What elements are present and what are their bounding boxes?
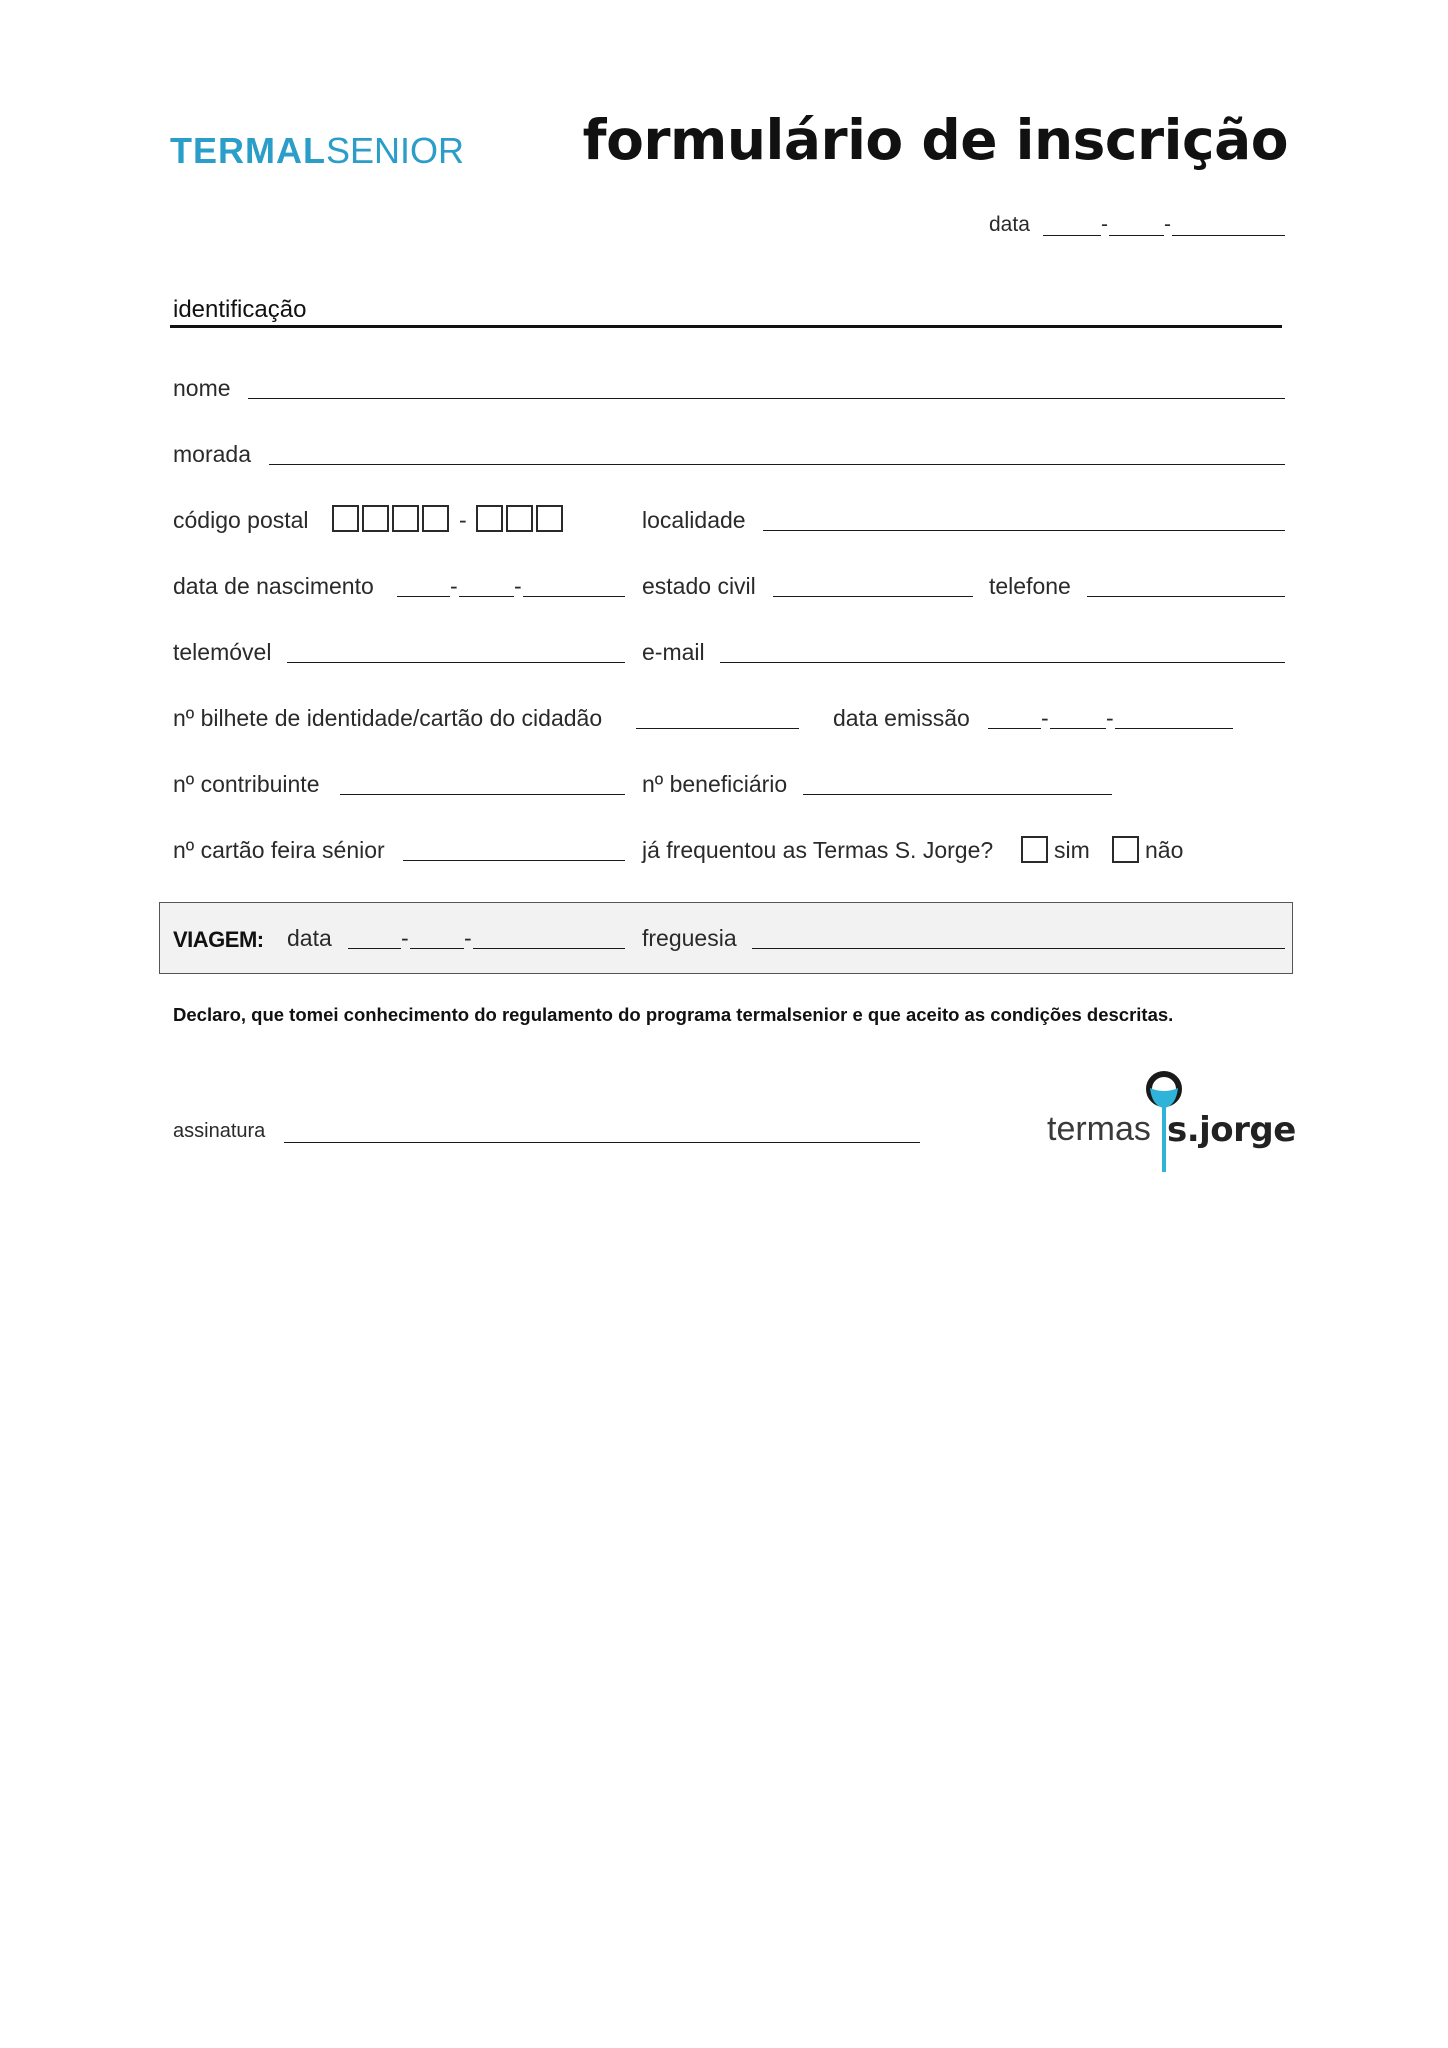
mobile-label: telemóvel (173, 639, 272, 665)
trip-date-dash-1: - (401, 925, 409, 951)
phone-label: telefone (989, 573, 1071, 599)
postal-code-suffix-3[interactable] (536, 505, 563, 532)
mobile-field[interactable] (287, 662, 625, 663)
beneficiary-field[interactable] (803, 794, 1112, 795)
trip-date-month-field[interactable] (410, 948, 464, 949)
birth-date-dash-2: - (514, 573, 522, 599)
attended-question: já frequentou as Termas S. Jorge? (642, 837, 994, 863)
civil-status-field[interactable] (773, 596, 973, 597)
issue-date-year-field[interactable] (1115, 728, 1233, 729)
birth-date-label: data de nascimento (173, 573, 374, 599)
email-field[interactable] (720, 662, 1285, 663)
form-date-label: data (989, 213, 1030, 236)
birth-date-dash-1: - (450, 573, 458, 599)
postal-code-digit-3[interactable] (392, 505, 419, 532)
form-date-year-field[interactable] (1172, 235, 1285, 236)
taxpayer-label: nº contribuinte (173, 771, 320, 797)
form-date-dash-1: - (1101, 213, 1108, 236)
birth-date-year-field[interactable] (523, 596, 625, 597)
birth-date-day-field[interactable] (397, 596, 450, 597)
postal-code-digit-1[interactable] (332, 505, 359, 532)
id-card-field[interactable] (636, 728, 799, 729)
locality-field[interactable] (763, 530, 1285, 531)
trip-parish-field[interactable] (752, 948, 1285, 949)
phone-field[interactable] (1087, 596, 1285, 597)
postal-code-digit-2[interactable] (362, 505, 389, 532)
attended-no-checkbox[interactable] (1112, 836, 1139, 863)
postal-code-suffix-1[interactable] (476, 505, 503, 532)
issue-date-day-field[interactable] (988, 728, 1041, 729)
termalsenior-logo (170, 130, 464, 172)
trip-date-year-field[interactable] (473, 948, 625, 949)
postal-code-suffix-2[interactable] (506, 505, 533, 532)
locality-label: localidade (642, 507, 746, 533)
attended-yes-checkbox[interactable] (1021, 836, 1048, 863)
issue-date-dash-1: - (1041, 705, 1049, 731)
form-title: formulário de inscrição (582, 108, 1288, 172)
taxpayer-field[interactable] (340, 794, 625, 795)
senior-card-label: nº cartão feira sénior (173, 837, 385, 863)
signature-label: assinatura (173, 1120, 266, 1142)
address-label: morada (173, 441, 251, 467)
declaration-text: Declaro, que tomei conhecimento do regulamento do programa termalsenior e que aceito as condições descritas. (173, 1004, 1174, 1025)
beneficiary-label: nº beneficiário (642, 771, 788, 797)
termas-logo-text: termas (1047, 1110, 1151, 1148)
issue-date-dash-2: - (1106, 705, 1114, 731)
postal-code-dash: - (459, 507, 467, 533)
postal-code-digit-4[interactable] (422, 505, 449, 532)
form-date-day-field[interactable] (1043, 235, 1101, 236)
email-label: e-mail (642, 639, 705, 665)
civil-status-label: estado civil (642, 573, 756, 599)
trip-date-day-field[interactable] (348, 948, 401, 949)
attended-no-label: não (1145, 837, 1184, 863)
signature-field[interactable] (284, 1142, 920, 1143)
id-card-label: nº bilhete de identidade/cartão do cidadão (173, 705, 603, 731)
section-divider (170, 325, 1282, 328)
form-date-dash-2: - (1164, 213, 1171, 236)
trip-label: VIAGEM: (173, 927, 264, 952)
issue-date-month-field[interactable] (1050, 728, 1106, 729)
issue-date-label: data emissão (833, 705, 970, 731)
name-label: nome (173, 375, 231, 401)
logo-text-senior: SENIOR (325, 130, 465, 171)
form-date-month-field[interactable] (1109, 235, 1164, 236)
trip-date-dash-2: - (464, 925, 472, 951)
address-field[interactable] (269, 464, 1285, 465)
name-field[interactable] (248, 398, 1285, 399)
section-title-identification: identificação (173, 296, 307, 323)
sjorge-logo-text: s.jorge (1167, 1110, 1296, 1150)
postal-code-label: código postal (173, 507, 309, 533)
logo-text-termal: TERMAL (170, 130, 326, 171)
birth-date-month-field[interactable] (459, 596, 514, 597)
trip-date-label: data (287, 925, 332, 951)
senior-card-field[interactable] (403, 860, 625, 861)
trip-parish-label: freguesia (642, 925, 737, 951)
attended-yes-label: sim (1054, 837, 1090, 863)
